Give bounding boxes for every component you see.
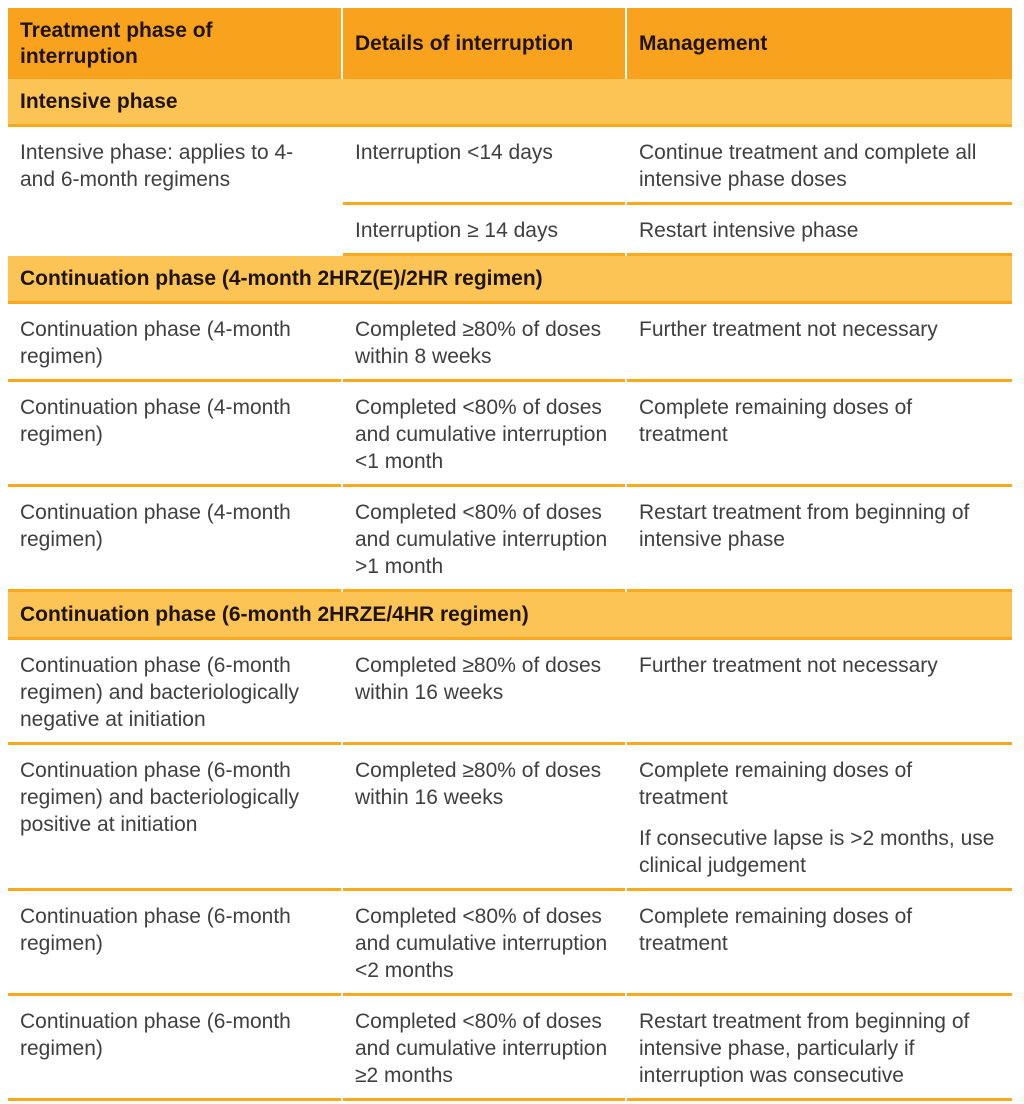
table-row [8, 304, 1012, 382]
management-note-paragraph: If consecutive lapse is >2 months, use clinical judgement [639, 827, 995, 877]
cell-management: Further treatment not necessary [627, 304, 1012, 382]
cell-management: Restart treatment from beginning of intensive phase, particularly if interruption was consecutive [627, 996, 1012, 1101]
table-row [8, 745, 1012, 891]
cell-phase: Continuation phase (4-month regimen) [8, 382, 341, 487]
table-row [8, 382, 1012, 487]
column-header-management: Management [627, 8, 1012, 79]
column-header-details: Details of interruption [343, 8, 625, 79]
cell-phase: Continuation phase (6-month regimen) [8, 891, 341, 996]
cell-management: Restart intensive phase [627, 205, 1012, 256]
cell-management: Restart treatment from beginning of intensive phase [627, 487, 1012, 592]
section-band-4-month: Continuation phase (4-month 2HRZ(E)/2HR regimen) [8, 256, 1012, 304]
column-header-treatment-phase: Treatment phase of interruption [8, 8, 341, 79]
cell-phase: Continuation phase (4-month regimen) [8, 487, 341, 592]
table-row [8, 996, 1012, 1101]
section-band-intensive: Intensive phase [8, 79, 1012, 127]
header-row [8, 8, 1012, 79]
section-band-row-4-month [8, 256, 1012, 304]
section-band-row-intensive [8, 79, 1012, 127]
cell-management: Further treatment not necessary [627, 640, 1012, 745]
table-row [8, 487, 1012, 592]
management-paragraph: Complete remaining doses of treatment [639, 759, 913, 809]
cell-details: Completed ≥80% of doses within 16 weeks [343, 640, 625, 745]
cell-details: Completed ≥80% of doses within 16 weeks [343, 745, 625, 891]
cell-management: Continue treatment and complete all intensive phase doses [627, 127, 1012, 205]
cell-details: Completed <80% of doses and cumulative interruption <2 months [343, 891, 625, 996]
cell-phase: Continuation phase (6-month regimen) and bacteriologically positive at initiation [8, 745, 341, 891]
table-row [8, 127, 1012, 205]
cell-details: Completed <80% of doses and cumulative interruption >1 month [343, 487, 625, 592]
cell-details: Interruption <14 days [343, 127, 625, 205]
section-band-row-6-month [8, 592, 1012, 640]
table-row [8, 891, 1012, 996]
cell-phase: Intensive phase: applies to 4- and 6-month regimens [8, 127, 341, 256]
cell-details: Completed <80% of doses and cumulative interruption <1 month [343, 382, 625, 487]
cell-management [627, 745, 1012, 891]
section-band-6-month: Continuation phase (6-month 2HRZE/4HR regimen) [8, 592, 1012, 640]
cell-phase: Continuation phase (6-month regimen) [8, 996, 341, 1101]
cell-phase: Continuation phase (4-month regimen) [8, 304, 341, 382]
cell-details: Interruption ≥ 14 days [343, 205, 625, 256]
table-row [8, 640, 1012, 745]
cell-details: Completed ≥80% of doses within 8 weeks [343, 304, 625, 382]
cell-management: Complete remaining doses of treatment [627, 891, 1012, 996]
cell-management: Complete remaining doses of treatment [627, 382, 1012, 487]
treatment-interruption-table [6, 8, 1014, 1101]
cell-phase: Continuation phase (6-month regimen) and bacteriologically negative at initiation [8, 640, 341, 745]
cell-details: Completed <80% of doses and cumulative interruption ≥2 months [343, 996, 625, 1101]
